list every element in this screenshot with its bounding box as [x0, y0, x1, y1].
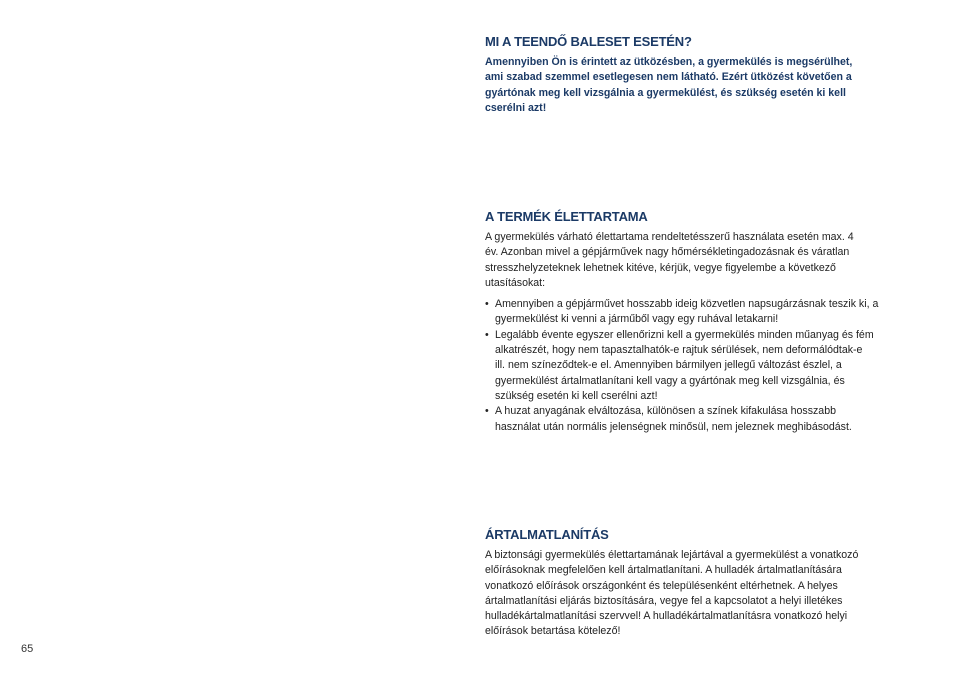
text-line: stresszhelyzeteknek lehetnek kitéve, kérjük, vegye figyelembe a következő — [485, 261, 836, 274]
text-line: előírások betartása kötelező! — [485, 625, 621, 638]
text-line: alkatrészét, hogy nem tapasztalhatók-e rajtuk sérülések, nem deformálódtak-e — [495, 344, 863, 357]
list-item — [485, 328, 917, 404]
text-line: ill. nem színeződtek-e el. Amennyiben bármilyen jellegű változást észlel, a — [495, 359, 842, 372]
text-line: A huzat anyagának elváltozása, különösen a színek kifakulása hosszabb — [495, 405, 836, 418]
text-line: ami szabad szemmel esetlegesen nem látható. Ezért ütközést követően a — [485, 71, 852, 84]
section-title-lifetime: A TERMÉK ÉLETTARTAMA — [485, 209, 648, 224]
section-lifetime — [485, 209, 917, 435]
text-line: hulladékártalmatlanítási szervvel! A hulladékártalmatlanításra vonatkozó helyi — [485, 610, 848, 623]
text-line: vonatkozó előírások országonként és településenként eltérhetnek. A helyes — [485, 579, 838, 592]
disposal-paragraph — [485, 548, 917, 640]
accident-paragraph — [485, 55, 917, 116]
list-item — [485, 404, 917, 435]
text-line: gyermekülést ki venni a járműből vagy egy ruhával letakarni! — [495, 313, 779, 326]
lifetime-instruction-list — [485, 297, 917, 435]
section-disposal — [485, 527, 917, 640]
text-line: használat után normális jelenségnek minősül, nem jeleznek meghibásodást. — [495, 420, 852, 433]
list-item — [485, 297, 917, 328]
text-line: A biztonsági gyermekülés élettartamának lejártával a gyermekülést a vonatkozó — [485, 549, 859, 561]
bullet-icon: • — [485, 405, 489, 418]
text-line: év. Azonban mivel a gépjárművek nagy hőmérsékletingadozásnak és váratlan — [485, 246, 850, 259]
section-title-accident: MI A TEENDŐ BALESET ESETÉN? — [485, 34, 692, 49]
text-line: előírásoknak megfelelően kell ártalmatlanítani. A hulladék ártalmatlanítására — [485, 564, 842, 577]
text-line: Amennyiben a gépjárművet hosszabb ideig közvetlen napsugárzásnak teszik ki, a — [495, 298, 879, 311]
text-line: gyermekülést ártalmatlanítani kell vagy a gyártónak meg kell vizsgálnia, és — [495, 374, 845, 387]
lifetime-paragraph — [485, 230, 917, 291]
text-line: A gyermekülés várható élettartama rendeltetésszerű használata esetén max. 4 — [485, 231, 854, 243]
text-line: ártalmatlanítási eljárás biztosítására, vegye fel a kapcsolatot a helyi illetékes — [485, 594, 843, 607]
bullet-icon: • — [485, 328, 489, 341]
section-accident — [485, 34, 917, 116]
bullet-icon: • — [485, 298, 489, 311]
text-line: cserélni azt! — [485, 101, 547, 114]
text-line: szükség esetén ki kell cserélni azt! — [495, 389, 658, 402]
text-line: Legalább évente egyszer ellenőrizni kell a gyermekülés minden műanyag és fém — [495, 328, 874, 341]
text-line: utasításokat: — [485, 276, 546, 289]
text-line: Amennyiben Ön is érintett az ütközésben, a gyermekülés is megsérülhet, — [485, 56, 853, 68]
text-line: gyártónak meg kell vizsgálnia a gyermekülést, és szükség esetén ki kell — [485, 86, 846, 99]
section-title-disposal: ÁRTALMATLANÍTÁS — [485, 527, 609, 542]
page-number: 65 — [21, 643, 34, 655]
